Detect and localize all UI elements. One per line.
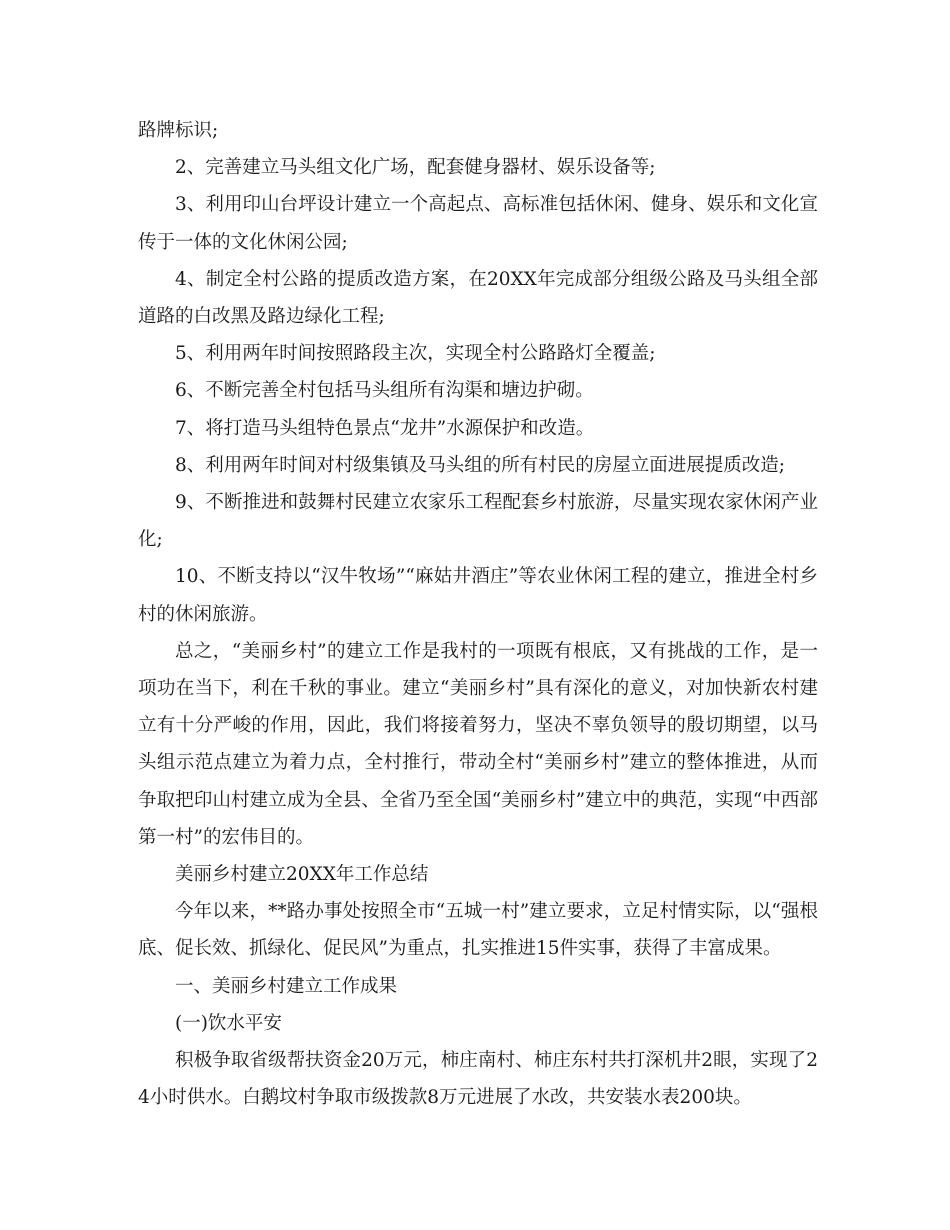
paragraph-3: 3、利用印山台坪设计建立一个高起点、高标准包括休闲、健身、娱乐和文化宣传于一体的文化休闲公园;	[138, 194, 818, 253]
document-body	[138, 112, 818, 1116]
paragraph-6: 6、不断完善全村包括马头组所有沟渠和塘边护砌。	[175, 380, 594, 402]
paragraph-2: 2、完善建立马头组文化广场，配套健身器材、娱乐设备等;	[175, 157, 656, 179]
paragraph-11: 总之，“美丽乡村”的建立工作是我村的一项既有根底，又有挑战的工作，是一项功在当下，利在千秋的事业。建立“美丽乡村”具有深化的意义，对加快新农村建立有十分严峻的作用，因此，我们将接着努力，坚决不辜负领导的殷切期望，以马头组示范点建立为着力点，全村推行，带动全村“美丽乡村”建立的整体推进，从而争取把印山村建立成为全县、全省乃至全国“美丽乡村”建立中的典范，实现“中西部第一村”的宏伟目的。	[138, 640, 818, 848]
paragraph-16: 积极争取省级帮扶资金20万元，柿庄南村、柿庄东村共打深机井2眼，实现了24小时供水。白鹅坟村争取市级拨款8万元进展了水改，共安装水表200块。	[138, 1050, 818, 1109]
paragraph-13: 今年以来，**路办事处按照全市“五城一村”建立要求，立足村情实际，以“强根底、促长效、抓绿化、促民风”为重点，扎实推进15件实事，获得了丰富成果。	[138, 901, 818, 960]
paragraph-8: 8、利用两年时间对村级集镇及马头组的所有村民的房屋立面进展提质改造;	[175, 454, 786, 476]
paragraph-1: 路牌标识;	[138, 120, 219, 141]
heading-1-1: (一)饮水平安	[175, 1012, 282, 1034]
paragraph-9: 9、不断推进和鼓舞村民建立农家乐工程配套乡村旅游，尽量实现农家休闲产业化;	[138, 492, 818, 551]
paragraph-4: 4、制定全村公路的提质改造方案，在20XX年完成部分组级公路及马头组全部道路的白改黑及路边绿化工程;	[138, 268, 818, 328]
paragraph-7: 7、将打造马头组特色景点“龙井”水源保护和改造。	[175, 417, 595, 439]
paragraph-10: 10、不断支持以“汉牛牧场”“麻姑井酒庄”等农业休闲工程的建立，推进全村乡村的休闲旅游。	[138, 566, 818, 625]
heading-1: 一、美丽乡村建立工作成果	[175, 975, 398, 997]
paragraph-5: 5、利用两年时间按照路段主次，实现全村公路路灯全覆盖;	[175, 343, 656, 365]
section-title: 美丽乡村建立20XX年工作总结	[175, 864, 429, 886]
